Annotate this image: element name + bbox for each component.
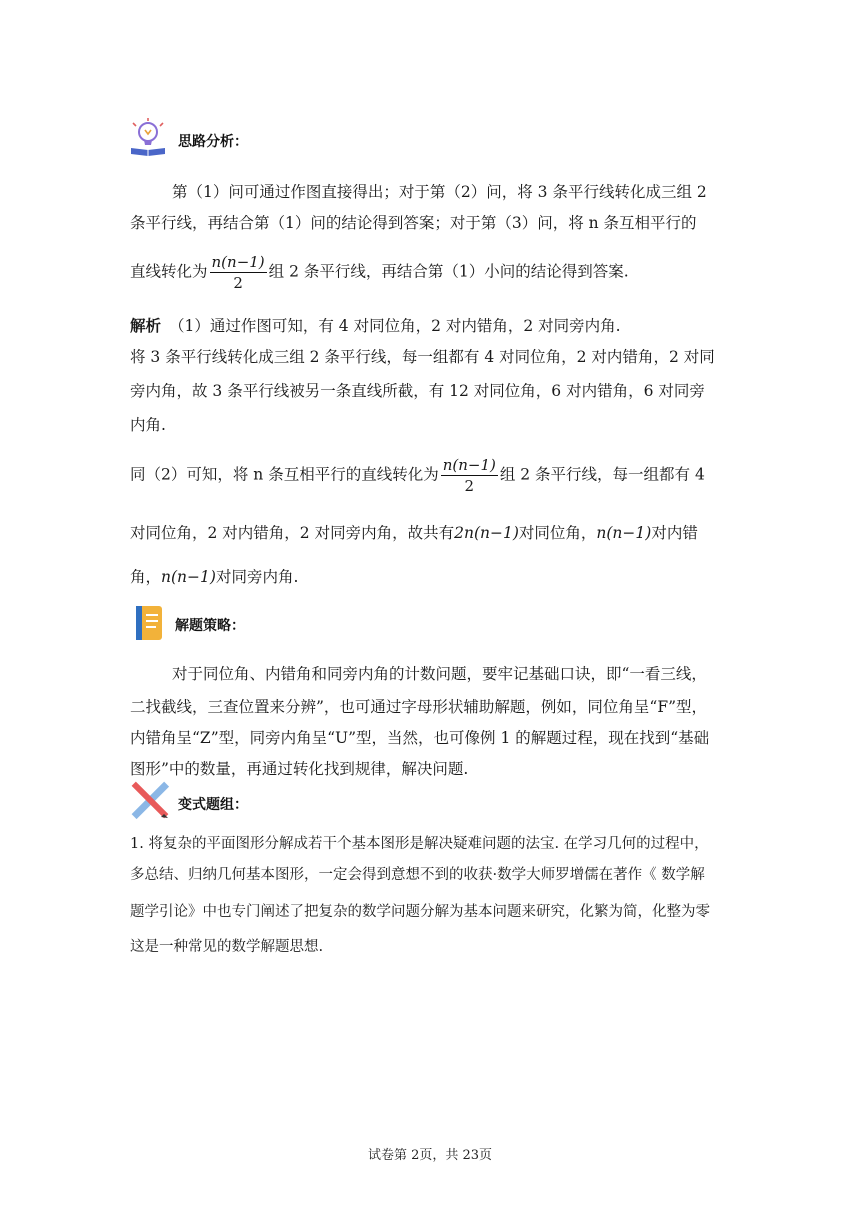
section-heading-variants: 变式题组：: [178, 797, 248, 813]
solution-line-5-post: 组 2 条平行线，每一组都有 4: [499, 465, 705, 484]
solution-line-7-pre: 角，: [130, 568, 162, 586]
solution-line-6-post: 对内错: [651, 524, 698, 542]
fraction-denominator: 2: [464, 477, 475, 495]
solution-line-1: [130, 316, 621, 336]
solution-line-6: [130, 523, 698, 543]
solution-line-6-pre: 对同位角，2 对内错角，2 对同旁内角，故共有: [130, 524, 455, 542]
strategy-line-1: 对于同位角、内错角和同旁内角的计数问题，要牢记基础口诀，即“一看三线，: [172, 665, 707, 683]
solution-line-4: 内角.: [130, 416, 166, 434]
solution-line-3: 旁内角，故 3 条平行线被另一条直线所截，有 12 对同位角，6 对内错角，6 对同旁: [130, 382, 705, 400]
section-heading-analysis: 思路分析：: [178, 134, 248, 150]
variant-line-1: 1. 将复杂的平面图形分解成若干个基本图形是解决疑难问题的法宝. 在学习几何的过程中，: [130, 836, 709, 852]
strategy-line-4: 图形”中的数量，再通过转化找到规律，解决问题.: [130, 760, 469, 778]
variant-line-4: 这是一种常见的数学解题思想.: [130, 939, 324, 955]
fraction-n-n-minus-1-over-2-second: [441, 455, 498, 496]
math-expression-n-n-minus-1-third: n(n−1): [161, 568, 216, 586]
fraction-numerator: n(n−1): [211, 253, 265, 271]
solution-line-7-post: 对同旁内角.: [215, 568, 299, 586]
analysis-line-3-pre: 直线转化为: [130, 262, 208, 281]
variant-line-2: 多总结、归纳几何基本图形，一定会得到意想不到的收获·数学大师罗增儒在著作《 数学解: [130, 867, 705, 883]
fraction-n-n-minus-1-over-2: [210, 252, 267, 293]
strategy-line-3: 内错角呈“Z”型，同旁内角呈“U”型，当然，也可像例 1 的解题过程，现在找到“基础: [130, 729, 710, 747]
page-footer: 试卷第 2页，共 23页: [367, 1148, 493, 1163]
solution-line-2: 将 3 条平行线转化成三组 2 条平行线，每一组都有 4 对同位角，2 对内错角，2 对同: [130, 348, 715, 366]
section-heading-strategy: 解题策略：: [175, 618, 245, 634]
solution-line-6-mid: 对同位角，: [518, 524, 597, 542]
analysis-line-3: [130, 252, 629, 293]
solution-line-5: [130, 455, 705, 496]
math-expression-2n-n-minus-1: 2n(n−1): [454, 524, 519, 542]
ruler-pencil-icon: [130, 780, 170, 820]
analysis-line-2: 条平行线，再结合第（1）问的结论得到答案；对于第（3）问，将 n 条互相平行的: [130, 214, 697, 232]
solution-line-7: [130, 567, 298, 587]
solution-line-5-pre: 同（2）可知，将 n 条互相平行的直线转化为: [130, 465, 439, 484]
math-expression-n-n-minus-1: n(n−1): [596, 524, 652, 542]
notebook-icon: [130, 604, 170, 644]
fraction-denominator: 2: [233, 274, 243, 292]
solution-label: 解析: [130, 317, 162, 335]
analysis-line-3-post: 组 2 条平行线，再结合第（1）小问的结论得到答案.: [268, 262, 629, 281]
lightbulb-book-icon: [128, 118, 168, 158]
fraction-numerator: n(n−1): [442, 456, 496, 474]
analysis-line-1: 第（1）问可通过作图直接得出；对于第（2）问，将 3 条平行线转化成三组 2: [172, 183, 707, 201]
variant-line-3: 题学引论》中也专门阐述了把复杂的数学问题分解为基本问题来研究，化繁为简，化整为零: [130, 904, 710, 920]
solution-line-1-text: （1）通过作图可知，有 4 对同位角，2 对内错角，2 对同旁内角.: [169, 317, 621, 335]
strategy-line-2: 二找截线，三查位置来分辨”，也可通过字母形状辅助解题，例如，同位角呈“F”型，: [130, 698, 708, 716]
